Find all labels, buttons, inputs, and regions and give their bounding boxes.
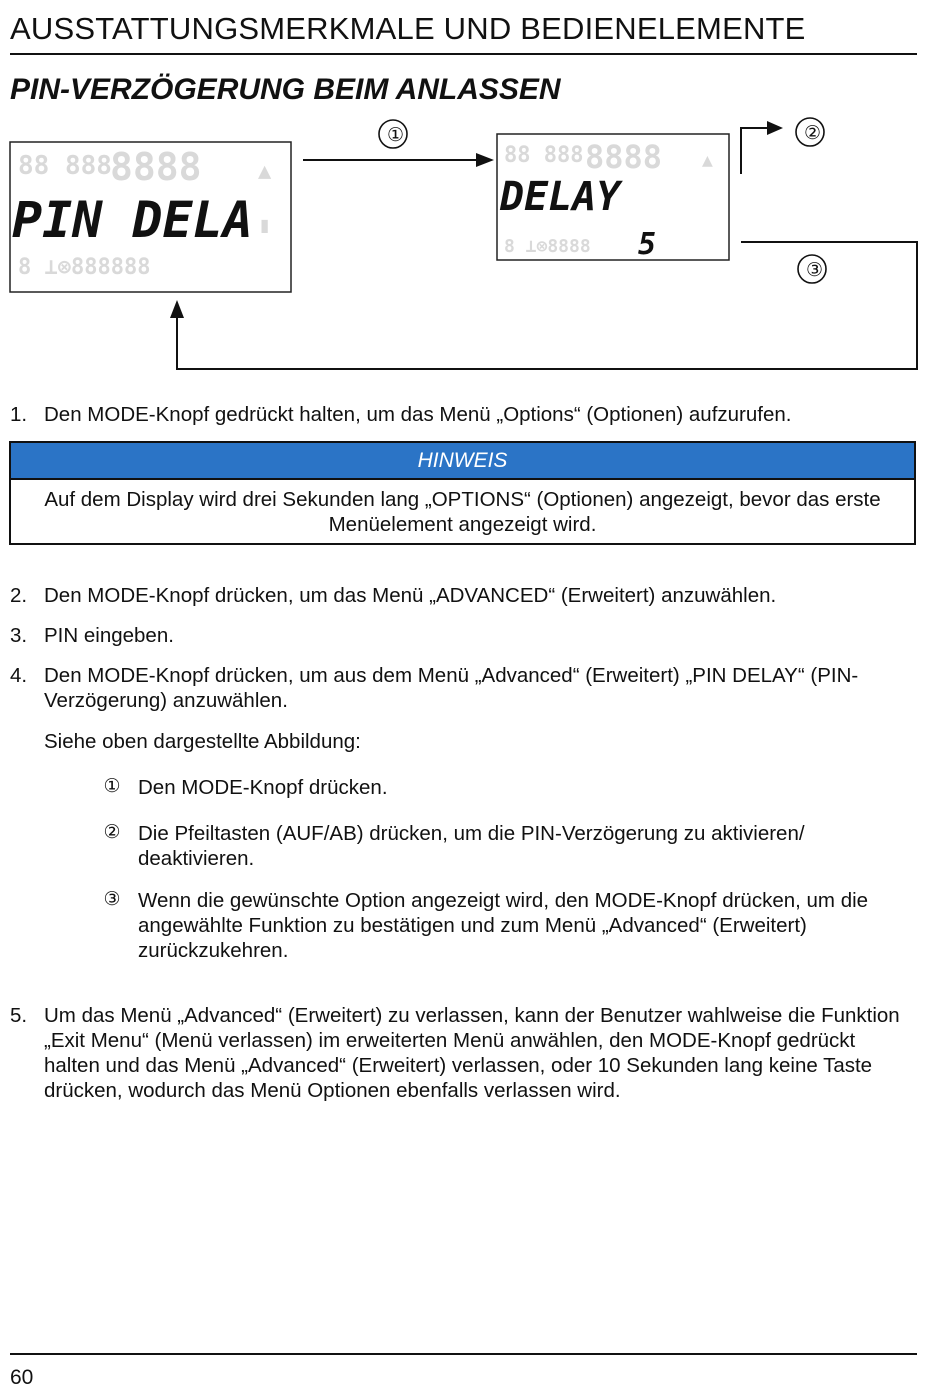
- svg-text:▮: ▮: [258, 213, 272, 238]
- step-number: 4.: [10, 664, 28, 687]
- svg-text:88 888: 88 888: [504, 143, 584, 168]
- lcd-text-pin-dela: PIN DELA: [12, 191, 253, 249]
- substep-text: Die Pfeiltasten (AUF/AB) drücken, um die PIN-Verzögerung zu aktivieren/ deaktivieren.: [138, 822, 805, 870]
- step-4: [10, 663, 910, 754]
- note-label: HINWEIS: [11, 443, 914, 480]
- svg-text:▲: ▲: [702, 150, 713, 171]
- substep-text: Den MODE-Knopf drücken.: [138, 776, 388, 799]
- step-reference: Siehe oben dargestellte Abbildung:: [44, 730, 361, 753]
- footer-divider: [10, 1353, 917, 1355]
- substep-text: Wenn die gewünschte Option angezeigt wird, den MODE-Knopf drücken, um die angewählte Funktion zu bestätigen und zum Menü „Advanced“ (Erweitert) zurückzukehren.: [138, 889, 869, 962]
- substep-marker: ①: [103, 776, 121, 797]
- callout-2: ②: [804, 123, 822, 144]
- substep-marker: ③: [103, 889, 121, 910]
- step-text: Den MODE-Knopf drücken, um das Menü „ADVANCED“ (Erweitert) anzuwählen.: [44, 584, 777, 607]
- substep-1: [100, 775, 890, 800]
- step-number: 2.: [10, 584, 28, 607]
- lcd-value: 5: [638, 227, 657, 262]
- substep-2: [100, 821, 890, 871]
- svg-text:8888: 8888: [110, 145, 202, 189]
- step-number: 5.: [10, 1004, 28, 1027]
- step-number: 1.: [10, 403, 28, 426]
- svg-text:▲: ▲: [258, 159, 272, 184]
- step-2: [10, 583, 910, 608]
- svg-text:88 888: 88 888: [18, 151, 112, 181]
- step-text: Den MODE-Knopf drücken, um aus dem Menü „Advanced“ (Erweitert) „PIN DELAY“ (PIN-Verzögerung) anzuwählen.: [44, 664, 859, 712]
- callout-1: ①: [387, 125, 405, 146]
- step-1: [10, 402, 910, 427]
- svg-text:8 ⊥⊗8888: 8 ⊥⊗8888: [504, 236, 591, 257]
- step-5: [10, 1003, 910, 1103]
- lcd-display-right: [497, 134, 729, 262]
- step-text: PIN eingeben.: [44, 624, 174, 647]
- page-title: PIN-VERZÖGERUNG BEIM ANLASSEN: [10, 73, 561, 106]
- step-number: 3.: [10, 624, 28, 647]
- callout-3: ③: [806, 260, 824, 281]
- pin-delay-flow-figure: [0, 112, 950, 380]
- note-text: Auf dem Display wird drei Sekunden lang „OPTIONS“ (Optionen) angezeigt, bevor das erste Menüelement angezeigt wird.: [44, 488, 881, 536]
- substep-3: [100, 888, 890, 963]
- note-box: [9, 441, 916, 545]
- svg-text:8888: 8888: [585, 138, 663, 176]
- substep-marker: ②: [103, 822, 121, 843]
- svg-text:8 ⊥⊗888888: 8 ⊥⊗888888: [18, 255, 151, 280]
- section-header: AUSSTATTUNGSMERKMALE UND BEDIENELEMENTE: [10, 10, 917, 55]
- step-text: Um das Menü „Advanced“ (Erweitert) zu verlassen, kann der Benutzer wahlweise die Funktion „Exit Menu“ (Menü verlassen) im erweiterten Menü anwählen, den MODE-Knopf gedrückt halten und das Menü „Advanced“ (Erweitert) verlassen, oder 10 Sekunden lang keine Taste drücken, wodurch das Menü Optionen ebenfalls verlassen wird.: [44, 1004, 900, 1102]
- step-text: Den MODE-Knopf gedrückt halten, um das Menü „Options“ (Optionen) aufzurufen.: [44, 403, 792, 426]
- step-3: [10, 623, 910, 648]
- lcd-display-left: [10, 142, 291, 292]
- page-number: 60: [10, 1366, 34, 1389]
- lcd-text-delay: DELAY: [500, 174, 621, 220]
